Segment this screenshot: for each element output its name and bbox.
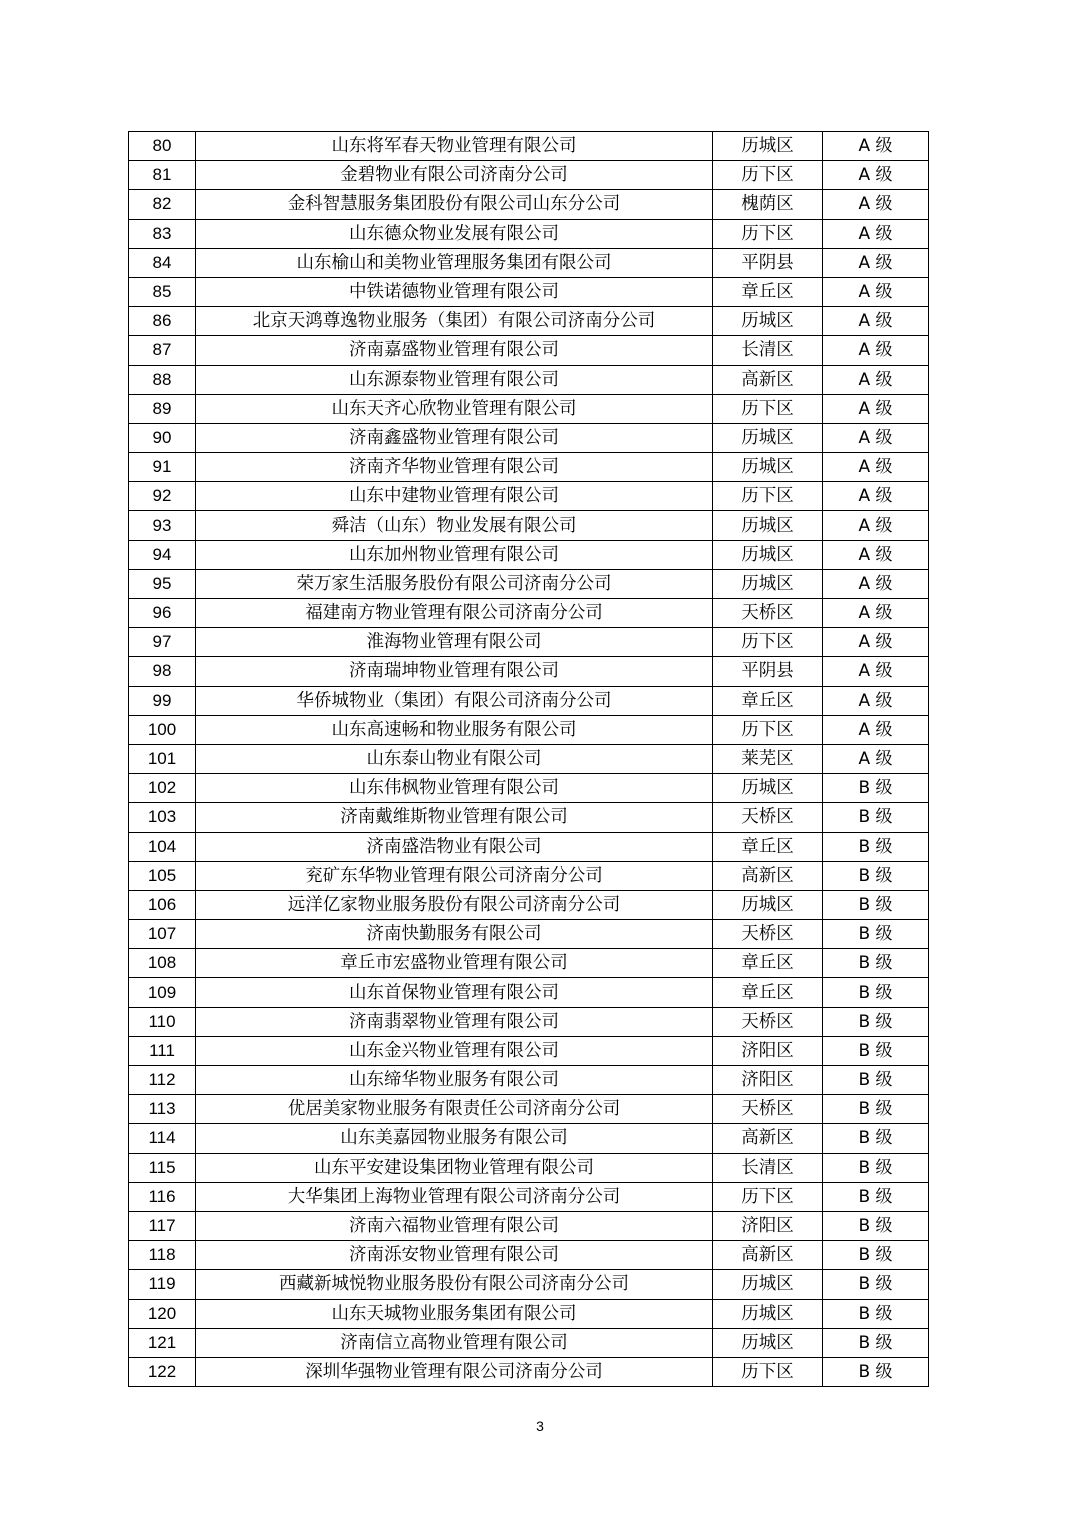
grade-cell: A 级 xyxy=(823,219,929,248)
company-name-cell: 山东榆山和美物业管理服务集团有限公司 xyxy=(196,248,713,277)
grade-cell: B 级 xyxy=(823,1299,929,1328)
district-cell: 章丘区 xyxy=(713,978,823,1007)
table-row xyxy=(129,1036,929,1065)
row-number-cell: 87 xyxy=(129,336,196,365)
district-cell: 天桥区 xyxy=(713,1095,823,1124)
company-name-cell: 山东伟枫物业管理有限公司 xyxy=(196,774,713,803)
table-row xyxy=(129,774,929,803)
company-name-cell: 山东德众物业发展有限公司 xyxy=(196,219,713,248)
table-row xyxy=(129,482,929,511)
company-name-cell: 济南鑫盛物业管理有限公司 xyxy=(196,423,713,452)
company-name-cell: 西藏新城悦物业服务股份有限公司济南分公司 xyxy=(196,1270,713,1299)
grade-cell: A 级 xyxy=(823,686,929,715)
district-cell: 历城区 xyxy=(713,569,823,598)
property-company-rating-table xyxy=(128,131,929,1387)
row-number-cell: 100 xyxy=(129,715,196,744)
table-row xyxy=(129,657,929,686)
row-number-cell: 120 xyxy=(129,1299,196,1328)
grade-cell: A 级 xyxy=(823,453,929,482)
row-number-cell: 98 xyxy=(129,657,196,686)
district-cell: 历城区 xyxy=(713,453,823,482)
table-row xyxy=(129,628,929,657)
table-row xyxy=(129,511,929,540)
district-cell: 槐荫区 xyxy=(713,190,823,219)
grade-cell: A 级 xyxy=(823,628,929,657)
district-cell: 历城区 xyxy=(713,890,823,919)
district-cell: 历下区 xyxy=(713,1182,823,1211)
table-row xyxy=(129,1095,929,1124)
district-cell: 章丘区 xyxy=(713,686,823,715)
district-cell: 章丘区 xyxy=(713,949,823,978)
company-name-cell: 山东高速畅和物业服务有限公司 xyxy=(196,715,713,744)
company-name-cell: 济南盛浩物业有限公司 xyxy=(196,832,713,861)
company-name-cell: 福建南方物业管理有限公司济南分公司 xyxy=(196,599,713,628)
grade-cell: A 级 xyxy=(823,599,929,628)
row-number-cell: 96 xyxy=(129,599,196,628)
grade-cell: B 级 xyxy=(823,1357,929,1386)
district-cell: 济阳区 xyxy=(713,1066,823,1095)
table-row xyxy=(129,1299,929,1328)
table-row xyxy=(129,219,929,248)
grade-cell: A 级 xyxy=(823,248,929,277)
district-cell: 济阳区 xyxy=(713,1036,823,1065)
table-row xyxy=(129,1357,929,1386)
district-cell: 平阴县 xyxy=(713,248,823,277)
row-number-cell: 86 xyxy=(129,307,196,336)
grade-cell: A 级 xyxy=(823,365,929,394)
company-name-cell: 济南信立高物业管理有限公司 xyxy=(196,1328,713,1357)
row-number-cell: 80 xyxy=(129,132,196,161)
grade-cell: B 级 xyxy=(823,978,929,1007)
table-row xyxy=(129,861,929,890)
table-row xyxy=(129,832,929,861)
table-row xyxy=(129,949,929,978)
row-number-cell: 99 xyxy=(129,686,196,715)
row-number-cell: 116 xyxy=(129,1182,196,1211)
row-number-cell: 113 xyxy=(129,1095,196,1124)
table-row xyxy=(129,248,929,277)
table-row xyxy=(129,1182,929,1211)
row-number-cell: 119 xyxy=(129,1270,196,1299)
district-cell: 天桥区 xyxy=(713,920,823,949)
district-cell: 章丘区 xyxy=(713,832,823,861)
table-row xyxy=(129,1153,929,1182)
district-cell: 天桥区 xyxy=(713,1007,823,1036)
company-name-cell: 远洋亿家物业服务股份有限公司济南分公司 xyxy=(196,890,713,919)
district-cell: 历城区 xyxy=(713,307,823,336)
table-row xyxy=(129,744,929,773)
district-cell: 历下区 xyxy=(713,628,823,657)
district-cell: 高新区 xyxy=(713,861,823,890)
grade-cell: B 级 xyxy=(823,1270,929,1299)
table-row xyxy=(129,1211,929,1240)
grade-cell: B 级 xyxy=(823,1095,929,1124)
grade-cell: B 级 xyxy=(823,1241,929,1270)
table-row xyxy=(129,599,929,628)
table-row xyxy=(129,803,929,832)
district-cell: 历下区 xyxy=(713,715,823,744)
grade-cell: B 级 xyxy=(823,1211,929,1240)
table-row xyxy=(129,569,929,598)
row-number-cell: 102 xyxy=(129,774,196,803)
district-cell: 莱芜区 xyxy=(713,744,823,773)
grade-cell: A 级 xyxy=(823,715,929,744)
district-cell: 历城区 xyxy=(713,1299,823,1328)
company-name-cell: 济南快勤服务有限公司 xyxy=(196,920,713,949)
grade-cell: A 级 xyxy=(823,394,929,423)
page-number: 3 xyxy=(536,1418,544,1434)
district-cell: 天桥区 xyxy=(713,599,823,628)
grade-cell: B 级 xyxy=(823,1066,929,1095)
district-cell: 历城区 xyxy=(713,132,823,161)
row-number-cell: 84 xyxy=(129,248,196,277)
district-cell: 历城区 xyxy=(713,1328,823,1357)
grade-cell: A 级 xyxy=(823,482,929,511)
table-body xyxy=(129,132,929,1387)
grade-cell: A 级 xyxy=(823,540,929,569)
table-row xyxy=(129,686,929,715)
row-number-cell: 115 xyxy=(129,1153,196,1182)
district-cell: 平阴县 xyxy=(713,657,823,686)
table-row xyxy=(129,394,929,423)
table-row xyxy=(129,423,929,452)
table-row xyxy=(129,715,929,744)
table-row xyxy=(129,453,929,482)
grade-cell: B 级 xyxy=(823,774,929,803)
company-name-cell: 深圳华强物业管理有限公司济南分公司 xyxy=(196,1357,713,1386)
row-number-cell: 85 xyxy=(129,277,196,306)
company-name-cell: 山东首保物业管理有限公司 xyxy=(196,978,713,1007)
table-row xyxy=(129,920,929,949)
grade-cell: A 级 xyxy=(823,569,929,598)
row-number-cell: 106 xyxy=(129,890,196,919)
grade-cell: A 级 xyxy=(823,132,929,161)
company-name-cell: 济南六福物业管理有限公司 xyxy=(196,1211,713,1240)
table-row xyxy=(129,190,929,219)
table-row xyxy=(129,1328,929,1357)
grade-cell: B 级 xyxy=(823,1124,929,1153)
district-cell: 济阳区 xyxy=(713,1211,823,1240)
grade-cell: B 级 xyxy=(823,949,929,978)
table-row xyxy=(129,890,929,919)
district-cell: 章丘区 xyxy=(713,277,823,306)
company-name-cell: 北京天鸿尊逸物业服务（集团）有限公司济南分公司 xyxy=(196,307,713,336)
row-number-cell: 95 xyxy=(129,569,196,598)
table-row xyxy=(129,132,929,161)
table-row xyxy=(129,365,929,394)
row-number-cell: 111 xyxy=(129,1036,196,1065)
company-name-cell: 章丘市宏盛物业管理有限公司 xyxy=(196,949,713,978)
table-row xyxy=(129,1270,929,1299)
district-cell: 高新区 xyxy=(713,1241,823,1270)
district-cell: 长清区 xyxy=(713,1153,823,1182)
row-number-cell: 81 xyxy=(129,161,196,190)
company-name-cell: 兖矿东华物业管理有限公司济南分公司 xyxy=(196,861,713,890)
row-number-cell: 88 xyxy=(129,365,196,394)
district-cell: 历下区 xyxy=(713,219,823,248)
grade-cell: B 级 xyxy=(823,890,929,919)
table-row xyxy=(129,978,929,1007)
company-name-cell: 山东缔华物业服务有限公司 xyxy=(196,1066,713,1095)
district-cell: 长清区 xyxy=(713,336,823,365)
company-name-cell: 济南翡翠物业管理有限公司 xyxy=(196,1007,713,1036)
district-cell: 历城区 xyxy=(713,511,823,540)
company-name-cell: 山东源泰物业管理有限公司 xyxy=(196,365,713,394)
company-name-cell: 济南嘉盛物业管理有限公司 xyxy=(196,336,713,365)
table-row xyxy=(129,1066,929,1095)
company-name-cell: 山东将军春天物业管理有限公司 xyxy=(196,132,713,161)
table-row xyxy=(129,1241,929,1270)
table-row xyxy=(129,336,929,365)
district-cell: 历下区 xyxy=(713,482,823,511)
grade-cell: A 级 xyxy=(823,744,929,773)
row-number-cell: 92 xyxy=(129,482,196,511)
grade-cell: B 级 xyxy=(823,1328,929,1357)
row-number-cell: 108 xyxy=(129,949,196,978)
row-number-cell: 118 xyxy=(129,1241,196,1270)
row-number-cell: 109 xyxy=(129,978,196,1007)
company-name-cell: 荣万家生活服务股份有限公司济南分公司 xyxy=(196,569,713,598)
company-name-cell: 山东天齐心欣物业管理有限公司 xyxy=(196,394,713,423)
row-number-cell: 103 xyxy=(129,803,196,832)
district-cell: 高新区 xyxy=(713,1124,823,1153)
row-number-cell: 97 xyxy=(129,628,196,657)
table-row xyxy=(129,277,929,306)
table-row xyxy=(129,1007,929,1036)
row-number-cell: 82 xyxy=(129,190,196,219)
district-cell: 天桥区 xyxy=(713,803,823,832)
grade-cell: A 级 xyxy=(823,307,929,336)
district-cell: 历城区 xyxy=(713,774,823,803)
row-number-cell: 107 xyxy=(129,920,196,949)
grade-cell: A 级 xyxy=(823,423,929,452)
grade-cell: B 级 xyxy=(823,920,929,949)
company-name-cell: 金碧物业有限公司济南分公司 xyxy=(196,161,713,190)
grade-cell: A 级 xyxy=(823,511,929,540)
grade-cell: A 级 xyxy=(823,277,929,306)
company-name-cell: 淮海物业管理有限公司 xyxy=(196,628,713,657)
grade-cell: B 级 xyxy=(823,1007,929,1036)
grade-cell: B 级 xyxy=(823,1036,929,1065)
row-number-cell: 90 xyxy=(129,423,196,452)
table-row xyxy=(129,161,929,190)
company-name-cell: 济南泺安物业管理有限公司 xyxy=(196,1241,713,1270)
row-number-cell: 91 xyxy=(129,453,196,482)
company-name-cell: 济南戴维斯物业管理有限公司 xyxy=(196,803,713,832)
row-number-cell: 122 xyxy=(129,1357,196,1386)
company-name-cell: 大华集团上海物业管理有限公司济南分公司 xyxy=(196,1182,713,1211)
company-name-cell: 山东美嘉园物业服务有限公司 xyxy=(196,1124,713,1153)
grade-cell: A 级 xyxy=(823,161,929,190)
company-name-cell: 金科智慧服务集团股份有限公司山东分公司 xyxy=(196,190,713,219)
district-cell: 历下区 xyxy=(713,161,823,190)
company-name-cell: 济南瑞坤物业管理有限公司 xyxy=(196,657,713,686)
district-cell: 高新区 xyxy=(713,365,823,394)
company-name-cell: 济南齐华物业管理有限公司 xyxy=(196,453,713,482)
company-name-cell: 山东中建物业管理有限公司 xyxy=(196,482,713,511)
row-number-cell: 114 xyxy=(129,1124,196,1153)
row-number-cell: 101 xyxy=(129,744,196,773)
company-name-cell: 山东金兴物业管理有限公司 xyxy=(196,1036,713,1065)
company-name-cell: 舜洁（山东）物业发展有限公司 xyxy=(196,511,713,540)
table-row xyxy=(129,1124,929,1153)
district-cell: 历城区 xyxy=(713,540,823,569)
grade-cell: B 级 xyxy=(823,803,929,832)
row-number-cell: 112 xyxy=(129,1066,196,1095)
company-name-cell: 山东泰山物业有限公司 xyxy=(196,744,713,773)
district-cell: 历城区 xyxy=(713,1270,823,1299)
district-cell: 历下区 xyxy=(713,1357,823,1386)
row-number-cell: 104 xyxy=(129,832,196,861)
company-name-cell: 山东加州物业管理有限公司 xyxy=(196,540,713,569)
district-cell: 历下区 xyxy=(713,394,823,423)
row-number-cell: 89 xyxy=(129,394,196,423)
row-number-cell: 94 xyxy=(129,540,196,569)
grade-cell: A 级 xyxy=(823,336,929,365)
company-name-cell: 华侨城物业（集团）有限公司济南分公司 xyxy=(196,686,713,715)
company-name-cell: 山东天城物业服务集团有限公司 xyxy=(196,1299,713,1328)
table-row xyxy=(129,540,929,569)
grade-cell: B 级 xyxy=(823,861,929,890)
row-number-cell: 93 xyxy=(129,511,196,540)
row-number-cell: 121 xyxy=(129,1328,196,1357)
grade-cell: A 级 xyxy=(823,657,929,686)
row-number-cell: 105 xyxy=(129,861,196,890)
district-cell: 历城区 xyxy=(713,423,823,452)
table-row xyxy=(129,307,929,336)
grade-cell: A 级 xyxy=(823,190,929,219)
company-name-cell: 中铁诺德物业管理有限公司 xyxy=(196,277,713,306)
row-number-cell: 117 xyxy=(129,1211,196,1240)
company-name-cell: 山东平安建设集团物业管理有限公司 xyxy=(196,1153,713,1182)
company-name-cell: 优居美家物业服务有限责任公司济南分公司 xyxy=(196,1095,713,1124)
row-number-cell: 110 xyxy=(129,1007,196,1036)
grade-cell: B 级 xyxy=(823,832,929,861)
grade-cell: B 级 xyxy=(823,1153,929,1182)
row-number-cell: 83 xyxy=(129,219,196,248)
grade-cell: B 级 xyxy=(823,1182,929,1211)
